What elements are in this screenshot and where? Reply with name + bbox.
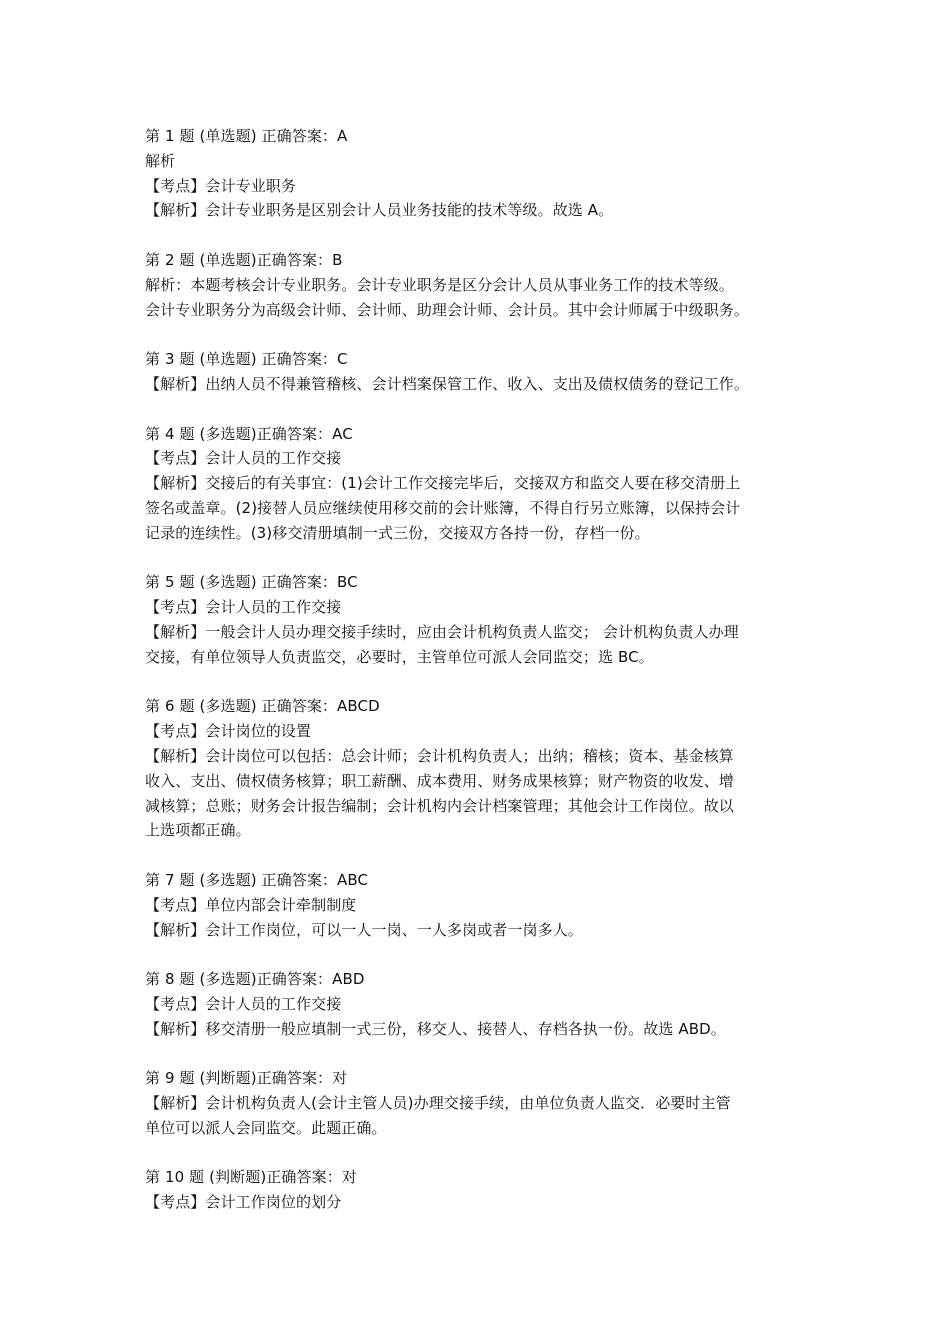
document-page [145,124,813,1240]
explanation-line: 【解析】出纳人员不得兼管稽核、会计档案保管工作、收入、支出及债权债务的登记工作。 [145,374,750,393]
explanation-line: 【考点】会计工作岗位的划分 [145,1193,342,1212]
explanation-line: 收入、支出、债权债务核算；职工薪酬、成本费用、财务成果核算；财产物资的收发、增 [145,771,734,790]
question-block [145,1165,813,1215]
question-header: 第 4 题 (多选题)正确答案：AC [145,424,353,443]
explanation-line: 【解析】会计工作岗位，可以一人一岗、一人多岗或者一岗多人。 [145,920,583,939]
explanation-line: 【考点】会计人员的工作交接 [145,449,342,468]
question-block [145,347,813,397]
explanation-line: 【考点】会计人员的工作交接 [145,598,342,617]
question-header: 第 9 题 (判断题)正确答案：对 [145,1069,348,1088]
question-header: 第 5 题 (多选题) 正确答案：BC [145,573,358,592]
question-header: 第 1 题 (单选题) 正确答案：A [145,127,348,145]
explanation-line: 记录的连续性。(3)移交清册填制一式三份，交接双方各持一份，存档一份。 [145,523,650,542]
question-block [145,570,813,669]
explanation-line: 会计专业职务分为高级会计师、会计师、助理会计师、会计员。其中会计师属于中级职务。 [145,300,750,319]
question-header: 第 3 题 (单选题) 正确答案：C [145,350,348,369]
question-block [145,967,813,1041]
question-block [145,248,813,322]
explanation-line: 【解析】会计机构负责人(会计主管人员)办理交接手续，由单位负责人监交．必要时主管 [145,1094,731,1113]
explanation-line: 【解析】会计岗位可以包括：总会计师；会计机构负责人；出纳；稽核；资本、基金核算 [145,746,734,765]
explanation-line: 签名或盖章。(2)接替人员应继续使用移交前的会计账簿，不得自行另立账簿，以保持会计 [145,498,741,517]
explanation-line: 上选项都正确。 [145,821,251,840]
question-header: 第 2 题 (单选题)正确答案：B [145,250,343,269]
question-header: 第 7 题 (多选题) 正确答案：ABC [145,870,369,889]
explanation-line: 单位可以派人会同监交。此题正确。 [145,1118,387,1137]
explanation-line: 【解析】移交清册一般应填制一式三份，移交人、接替人、存档各执一份。故选 ABD。 [145,1019,726,1038]
explanation-line: 交接，有单位领导人负责监交，必要时，主管单位可派人会同监交；选 BC。 [145,647,654,666]
question-block [145,124,813,223]
explanation-line: 解析 [145,151,176,170]
explanation-line: 【解析】会计专业职务是区别会计人员业务技能的技术等级。故选 A。 [145,201,614,220]
question-header: 第 6 题 (多选题) 正确答案：ABCD [145,697,380,716]
question-block [145,422,813,546]
question-header: 第 10 题 (判断题)正确答案：对 [145,1168,357,1187]
explanation-line: 【考点】单位内部会计牵制制度 [145,895,357,914]
explanation-line: 【考点】会计岗位的设置 [145,722,312,741]
explanation-line: 解析：本题考核会计专业职务。会计专业职务是区分会计人员从事业务工作的技术等级。 [145,275,734,294]
question-header: 第 8 题 (多选题)正确答案：ABD [145,970,365,989]
explanation-line: 【解析】交接后的有关事宜：(1)会计工作交接完毕后，交接双方和监交人要在移交清册上 [145,474,741,493]
question-block [145,694,813,843]
explanation-line: 【考点】会计人员的工作交接 [145,994,342,1013]
question-block [145,868,813,942]
question-block [145,1066,813,1140]
explanation-line: 减核算；总账；财务会计报告编制；会计机构内会计档案管理；其他会计工作岗位。故以 [145,796,734,815]
explanation-line: 【解析】一般会计人员办理交接手续时，应由会计机构负责人监交； 会计机构负责人办理 [145,622,739,641]
explanation-line: 【考点】会计专业职务 [145,176,297,195]
